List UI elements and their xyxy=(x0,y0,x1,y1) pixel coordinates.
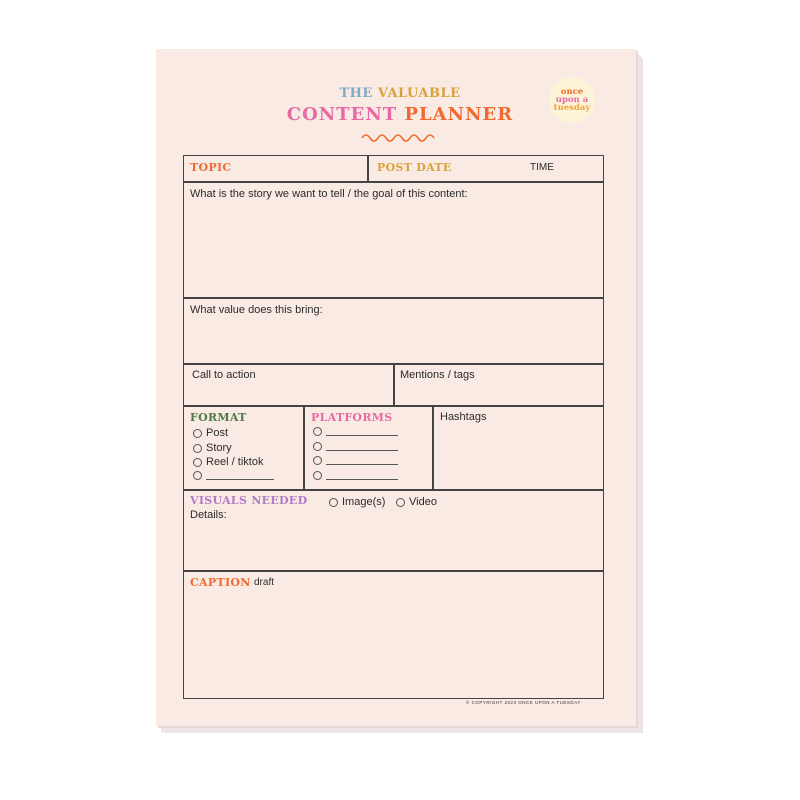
caption-label: CAPTION xyxy=(190,576,251,589)
format-option-label: Story xyxy=(206,442,232,454)
topic-label: TOPIC xyxy=(190,161,232,174)
caption-draft-label: draft xyxy=(254,577,275,588)
format-option-reel[interactable] xyxy=(193,456,263,468)
blank-line[interactable] xyxy=(326,442,398,451)
story-goal-label: What is the story we want to tell / the goal of this content: xyxy=(190,188,468,200)
visual-option-images[interactable] xyxy=(329,496,385,508)
format-option-story[interactable] xyxy=(193,442,232,454)
call-to-action-label: Call to action xyxy=(192,369,256,381)
post-date-label: POST DATE xyxy=(377,161,452,174)
logo-line-3: tuesday xyxy=(553,103,591,113)
format-option-label: Reel / tiktok xyxy=(206,456,264,468)
time-label: TIME xyxy=(530,162,554,173)
radio-icon xyxy=(329,498,338,507)
row-divider xyxy=(183,297,604,299)
visual-option-label: Image(s) xyxy=(342,496,386,508)
title-word-planner: PLANNER xyxy=(404,104,514,125)
page-title xyxy=(0,104,800,125)
row-divider xyxy=(183,489,604,491)
blank-line[interactable] xyxy=(326,456,398,465)
radio-icon xyxy=(193,471,202,480)
row-divider xyxy=(183,570,604,572)
title-word-valuable: VALUABLE xyxy=(377,86,461,101)
visuals-needed-label: VISUALS NEEDED xyxy=(190,494,308,507)
format-option-label: Post xyxy=(206,427,229,439)
col-divider xyxy=(432,405,434,490)
radio-icon xyxy=(193,458,202,467)
platform-option[interactable] xyxy=(313,471,398,480)
blank-line[interactable] xyxy=(326,471,398,480)
radio-icon xyxy=(313,471,322,480)
mentions-label: Mentions / tags xyxy=(400,369,475,381)
platforms-label: PLATFORMS xyxy=(311,411,393,424)
col-divider xyxy=(367,155,369,182)
title-word-the: THE xyxy=(339,86,373,101)
brand-logo xyxy=(549,77,595,123)
row-divider xyxy=(183,181,604,183)
details-label: Details: xyxy=(190,509,227,521)
radio-icon xyxy=(313,442,322,451)
squiggle-divider-icon xyxy=(360,132,440,144)
hashtags-label: Hashtags xyxy=(440,411,487,423)
format-label: FORMAT xyxy=(190,411,247,424)
platform-option[interactable] xyxy=(313,427,398,436)
col-divider xyxy=(303,405,305,490)
blank-line[interactable] xyxy=(326,427,398,436)
radio-icon xyxy=(313,456,322,465)
title-top xyxy=(0,86,800,101)
format-option-post[interactable] xyxy=(193,427,228,439)
logo-line-1: once xyxy=(560,87,584,97)
platform-option[interactable] xyxy=(313,442,398,451)
value-label: What value does this bring: xyxy=(190,304,323,316)
copyright-text: © COPYRIGHT 2023 ONCE UPON A TUESDAY xyxy=(466,700,581,705)
radio-icon xyxy=(396,498,405,507)
platform-option[interactable] xyxy=(313,456,398,465)
radio-icon xyxy=(313,427,322,436)
radio-icon xyxy=(193,429,202,438)
visual-option-video[interactable] xyxy=(396,496,437,508)
title-word-content: CONTENT xyxy=(286,104,398,125)
blank-line[interactable] xyxy=(206,471,274,480)
visual-option-label: Video xyxy=(409,496,437,508)
radio-icon xyxy=(193,444,202,453)
format-option-blank[interactable] xyxy=(193,471,274,480)
col-divider xyxy=(393,363,395,406)
logo-line-2: upon a xyxy=(555,95,589,105)
